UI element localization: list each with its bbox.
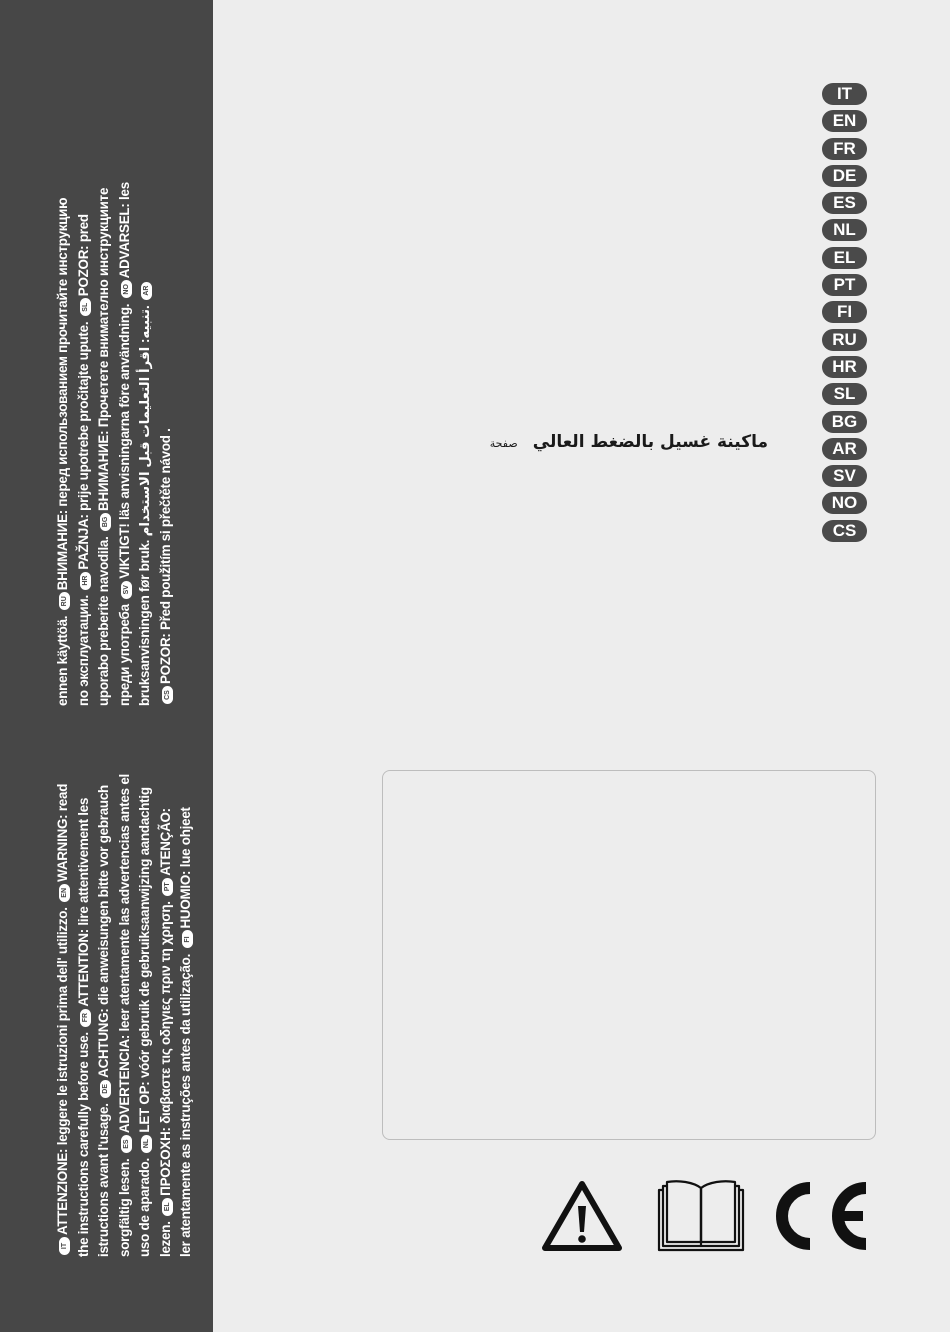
language-chip: SL: [80, 298, 91, 316]
warning-line: [176, 774, 197, 1257]
warning-text: ВНИМАНИЕ: Прочетете внимателно инструкциите: [96, 187, 111, 511]
warning-text: uporabo preberite navodila.: [96, 532, 111, 706]
warning-text: the instructions carefully before use.: [75, 1028, 91, 1257]
language-list: [822, 83, 869, 547]
warning-text: ATENÇÃO:: [157, 808, 173, 876]
warning-line: [135, 774, 156, 1257]
language-badge-pt: PT: [822, 274, 867, 296]
language-badge-ar: AR: [822, 438, 867, 460]
warning-text: WARNING: read: [55, 783, 70, 882]
warning-text: uso de aparado.: [137, 1154, 152, 1257]
ce-mark-icon: [769, 1180, 871, 1252]
language-badge-fi: FI: [822, 301, 867, 323]
language-badge-bg: BG: [822, 411, 867, 433]
warning-text: LET OP: vóór gebruik de gebruiksaanwijzing aandachtig: [137, 787, 152, 1133]
language-badge-es: ES: [822, 192, 867, 214]
warning-line: [115, 774, 136, 1257]
language-badge-hr: HR: [822, 356, 867, 378]
language-chip: NL: [141, 1135, 152, 1153]
language-badge-fr: FR: [822, 138, 867, 160]
warning-text: HUOMIO: lue ohjeet: [178, 807, 193, 929]
language-badge-sl: SL: [822, 383, 867, 405]
arabic-title-page-label: صفحة: [489, 437, 518, 450]
warning-line: [53, 182, 74, 706]
warning-line: [74, 182, 95, 706]
language-chip: PT: [162, 878, 173, 896]
warning-band: [0, 0, 213, 1332]
language-chip: NO: [121, 280, 132, 298]
warning-text: sorgfältig lesen.: [116, 1155, 132, 1257]
product-label-box: [382, 770, 876, 1140]
language-chip: EL: [162, 1198, 173, 1216]
arabic-title: [489, 432, 768, 452]
warning-text: преди употреба: [116, 600, 132, 706]
language-badge-sv: SV: [822, 465, 867, 487]
warning-text: POZOR: pred: [75, 214, 91, 297]
language-chip: SV: [121, 581, 132, 599]
warning-text: bruksanvisningen før bruk.: [137, 536, 152, 706]
language-badge-de: DE: [822, 165, 867, 187]
warning-line: [53, 774, 74, 1257]
language-chip: ES: [121, 1135, 132, 1153]
warning-text: تنبيه: اقرأ التعليمات قبل الاستخدام.: [137, 301, 152, 537]
warning-triangle-icon: [541, 1180, 623, 1252]
language-chip: EN: [59, 884, 70, 902]
warning-text: ACHTUNG: die anweisungen bitte vor gebrauch: [96, 785, 111, 1078]
warning-line: [156, 774, 177, 1257]
warning-text-column-2: [53, 182, 176, 706]
language-chip: DE: [100, 1080, 111, 1098]
language-chip: FR: [80, 1009, 91, 1027]
warning-text: ATTENZIONE: leggere le istruzioni prima dell' utilizzo.: [55, 903, 70, 1235]
language-chip: RU: [59, 592, 70, 610]
warning-line: [156, 182, 177, 706]
language-chip: IT: [59, 1237, 70, 1255]
warning-line: [135, 182, 156, 706]
language-badge-no: NO: [822, 492, 867, 514]
warning-text: по эксплуатации.: [75, 591, 91, 706]
instruction-manual-icon: [657, 1180, 745, 1252]
warning-text: istructions avant l'usage.: [96, 1099, 111, 1257]
warning-text: POZOR: Před použitím si přečtěte návod .: [157, 428, 173, 684]
language-badge-nl: NL: [822, 219, 867, 241]
warning-text: ATTENTION: lire attentivement les: [75, 797, 91, 1007]
language-badge-el: EL: [822, 247, 867, 269]
warning-line: [74, 774, 95, 1257]
language-badge-en: EN: [822, 110, 867, 132]
language-chip: AR: [141, 282, 152, 300]
warning-text: ADVARSEL: les: [116, 182, 132, 279]
warning-line: [94, 774, 115, 1257]
warning-line: [94, 182, 115, 706]
arabic-title-main: ماكينة غسيل بالضغط العالي: [532, 432, 768, 452]
language-badge-it: IT: [822, 83, 867, 105]
warning-text: ennen käyttöä.: [55, 612, 70, 706]
warning-text: ВНИМАНИЕ: перед использованием прочитайте инструкцию: [55, 197, 70, 591]
warning-line: [115, 182, 136, 706]
warning-text: ler atentamente as instruções antes da utilização.: [178, 950, 193, 1257]
language-badge-cs: CS: [822, 520, 867, 542]
warning-text: VIKTIGT! läs anvisningarna före användning.: [116, 300, 132, 579]
warning-text: PAŽNJA: prije upotrebe pročitajte upute.: [75, 318, 91, 570]
warning-text: ADVERTENCIA: leer atentamente las advertencias antes el: [116, 773, 132, 1134]
warning-text-column-1: [53, 774, 197, 1257]
warning-text: ΠΡΟΣΟΧΗ: διαβαστε τις οδηγιες πριν τη χρηση.: [157, 897, 173, 1196]
language-chip: HR: [80, 572, 91, 590]
warning-text: lezen.: [157, 1217, 173, 1257]
language-chip: FI: [182, 930, 193, 948]
language-chip: CS: [162, 686, 173, 704]
language-badge-ru: RU: [822, 329, 867, 351]
language-chip: BG: [100, 513, 111, 531]
